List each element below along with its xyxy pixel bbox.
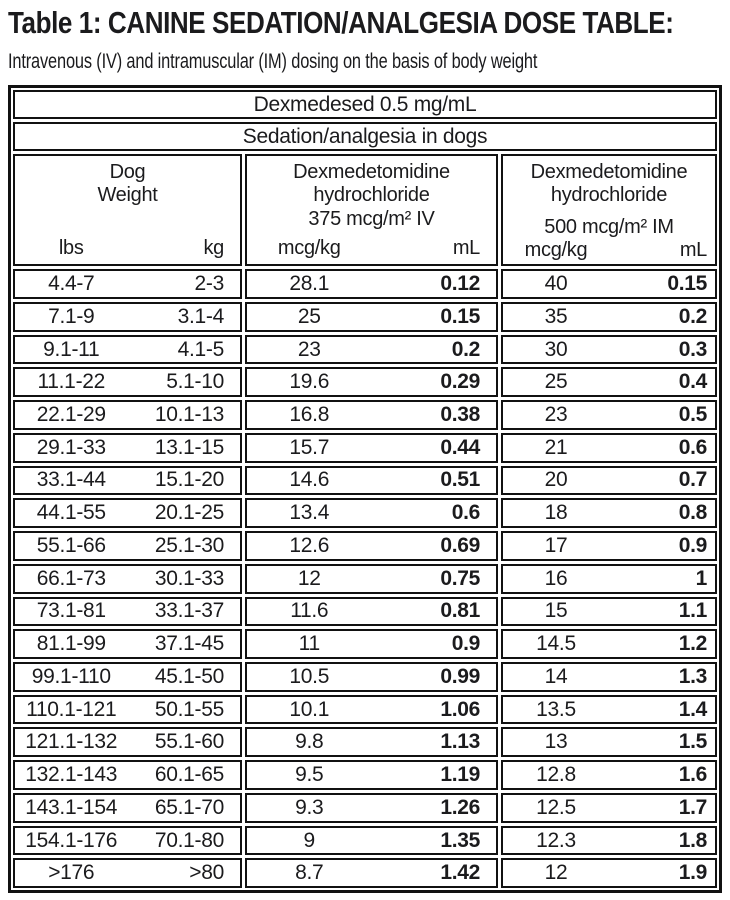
- iv-ml: 0.12: [440, 272, 480, 296]
- row-cell: [13, 695, 242, 725]
- header-units-iv: [247, 237, 496, 264]
- im-ml: 1.6: [678, 763, 707, 787]
- weight-lbs: 143.1-154: [25, 795, 118, 819]
- header-line: Dexmedetomidine: [530, 161, 688, 183]
- row-cell: [245, 466, 498, 496]
- row-cell: [13, 302, 242, 332]
- weight-kg: 65.1-70: [154, 795, 224, 819]
- table-row: [13, 498, 717, 528]
- iv-mcg-per-kg: 12: [297, 566, 321, 590]
- row-cell: [501, 531, 717, 561]
- row-cell: [13, 367, 242, 397]
- im-ml: 1: [695, 566, 707, 590]
- row-cell: [13, 629, 242, 659]
- table-row: [13, 302, 717, 332]
- weight-lbs: 55.1-66: [36, 533, 106, 557]
- iv-mcg-per-kg: 9: [303, 828, 315, 852]
- table-row: [13, 695, 717, 725]
- row-cell: [13, 498, 242, 528]
- row-cell: [501, 498, 717, 528]
- im-mcg-per-kg: 14.5: [536, 632, 576, 656]
- im-ml: 1.4: [678, 697, 707, 721]
- header-line: Weight: [97, 184, 158, 207]
- row-cell: [501, 564, 717, 594]
- weight-lbs: 33.1-44: [36, 468, 106, 492]
- column-header-im-mcgkg: mcg/kg: [524, 239, 588, 262]
- im-mcg-per-kg: 20: [544, 468, 568, 492]
- weight-kg: 20.1-25: [154, 501, 224, 525]
- row-cell: [245, 302, 498, 332]
- im-mcg-per-kg: 12.3: [536, 828, 576, 852]
- im-ml: 0.15: [667, 272, 707, 296]
- iv-ml: 0.81: [440, 599, 480, 623]
- row-cell: [13, 531, 242, 561]
- row-cell: [501, 826, 717, 856]
- weight-kg: 5.1-10: [166, 370, 224, 394]
- im-ml: 1.7: [678, 795, 707, 819]
- im-mcg-per-kg: 13: [544, 730, 568, 754]
- weight-kg: 13.1-15: [154, 435, 224, 459]
- row-cell: [501, 400, 717, 430]
- row-cell: [501, 695, 717, 725]
- row-cell: [501, 597, 717, 627]
- weight-kg: 25.1-30: [154, 533, 224, 557]
- weight-kg: 4.1-5: [177, 337, 224, 361]
- iv-ml: 0.2: [451, 337, 480, 361]
- weight-kg: 70.1-80: [154, 828, 224, 852]
- iv-ml: 0.38: [440, 402, 480, 426]
- table-row: [13, 531, 717, 561]
- row-cell: [501, 858, 717, 888]
- weight-lbs: 4.4-7: [48, 272, 95, 296]
- im-mcg-per-kg: 30: [544, 337, 568, 361]
- iv-mcg-per-kg: 9.8: [295, 730, 324, 754]
- weight-lbs: 81.1-99: [36, 632, 106, 656]
- iv-mcg-per-kg: 15.7: [289, 435, 330, 459]
- table-row: [13, 466, 717, 496]
- column-header-iv-ml: mL: [452, 237, 480, 260]
- row-cell: [13, 433, 242, 463]
- spacer: [15, 208, 240, 237]
- row-cell: [245, 433, 498, 463]
- iv-ml: 1.13: [440, 730, 480, 754]
- weight-lbs: 29.1-33: [36, 435, 106, 459]
- row-cell: [501, 727, 717, 757]
- im-mcg-per-kg: 18: [544, 501, 568, 525]
- im-ml: 0.3: [678, 337, 707, 361]
- header-units-im: [503, 239, 715, 264]
- weight-kg: 55.1-60: [154, 730, 224, 754]
- iv-mcg-per-kg: 11: [298, 632, 320, 656]
- row-cell: [501, 662, 717, 692]
- row-cell: [245, 793, 498, 823]
- weight-kg: 10.1-13: [154, 402, 224, 426]
- table-row: [13, 793, 717, 823]
- row-cell: [13, 597, 242, 627]
- iv-mcg-per-kg: 11.6: [290, 599, 329, 623]
- header-units-weight: [15, 237, 240, 264]
- weight-kg: 45.1-50: [154, 664, 224, 688]
- row-cell: [245, 727, 498, 757]
- im-mcg-per-kg: 12.5: [536, 795, 576, 819]
- iv-mcg-per-kg: 9.3: [295, 795, 324, 819]
- iv-mcg-per-kg: 25: [297, 304, 321, 328]
- im-mcg-per-kg: 15: [544, 599, 568, 623]
- header-dog-weight: [13, 154, 242, 266]
- row-cell: [245, 564, 498, 594]
- weight-kg: 2-3: [194, 272, 224, 296]
- row-cell: [13, 466, 242, 496]
- weight-lbs: 73.1-81: [36, 599, 106, 623]
- table-row: [13, 564, 717, 594]
- header-iv-dose: [245, 154, 498, 266]
- table-header-row: [13, 154, 717, 266]
- im-ml: 0.5: [678, 402, 707, 426]
- im-ml: 1.2: [678, 632, 707, 656]
- table-row: [13, 858, 717, 888]
- row-cell: [245, 629, 498, 659]
- iv-mcg-per-kg: 10.1: [289, 697, 330, 721]
- iv-mcg-per-kg: 23: [297, 337, 321, 361]
- im-mcg-per-kg: 16: [544, 566, 568, 590]
- im-ml: 1.3: [678, 664, 707, 688]
- row-cell: [501, 433, 717, 463]
- row-cell: [501, 629, 717, 659]
- row-cell: [245, 367, 498, 397]
- im-mcg-per-kg: 12: [544, 861, 568, 885]
- row-cell: [501, 302, 717, 332]
- weight-kg: >80: [189, 861, 224, 885]
- table-row: [13, 367, 717, 397]
- row-cell: [13, 760, 242, 790]
- product-banner: Dexmedesed 0.5 mg/mL: [13, 90, 717, 119]
- im-mcg-per-kg: 14: [544, 664, 568, 688]
- iv-ml: 1.26: [440, 795, 480, 819]
- row-cell: [501, 793, 717, 823]
- row-cell: [245, 695, 498, 725]
- im-mcg-per-kg: 12.8: [536, 763, 576, 787]
- row-cell: [245, 269, 498, 299]
- im-ml: 1.9: [678, 861, 707, 885]
- header-im-dose: [501, 154, 717, 266]
- row-cell: [13, 858, 242, 888]
- iv-mcg-per-kg: 14.6: [289, 468, 330, 492]
- iv-mcg-per-kg: 28.1: [289, 272, 330, 296]
- iv-ml: 0.6: [451, 501, 480, 525]
- weight-lbs: 11.1-22: [37, 370, 106, 394]
- im-mcg-per-kg: 21: [544, 435, 568, 459]
- table-row: [13, 760, 717, 790]
- table-row: [13, 662, 717, 692]
- iv-mcg-per-kg: 16.8: [289, 402, 330, 426]
- iv-mcg-per-kg: 8.7: [295, 861, 324, 885]
- iv-ml: 0.44: [440, 435, 480, 459]
- dose-rows: [13, 269, 717, 888]
- weight-lbs: 99.1-110: [31, 664, 111, 688]
- row-cell: [501, 269, 717, 299]
- header-line: 500 mcg/m² IM: [544, 215, 674, 238]
- iv-mcg-per-kg: 9.5: [295, 763, 324, 787]
- row-cell: [245, 335, 498, 365]
- iv-ml: 1.35: [440, 828, 480, 852]
- page-subtitle: Intravenous (IV) and intramuscular (IM) dosing on the basis of body weight: [8, 50, 538, 73]
- weight-lbs: 121.1-132: [25, 730, 118, 754]
- table-row: [13, 269, 717, 299]
- header-line: 375 mcg/m² IV: [308, 207, 435, 230]
- im-ml: 1.8: [678, 828, 707, 852]
- weight-lbs: 22.1-29: [36, 402, 106, 426]
- row-cell: [501, 335, 717, 365]
- weight-lbs: 132.1-143: [25, 763, 118, 787]
- header-line: hydrochloride: [313, 184, 430, 207]
- iv-ml: 0.51: [440, 468, 480, 492]
- im-mcg-per-kg: 17: [544, 533, 568, 557]
- header-line: Dog: [109, 161, 146, 183]
- im-ml: 0.7: [678, 468, 707, 492]
- weight-lbs: 154.1-176: [25, 828, 118, 852]
- im-ml: 0.8: [678, 501, 707, 525]
- column-header-im-ml: mL: [679, 239, 707, 262]
- row-cell: [13, 826, 242, 856]
- row-cell: [501, 466, 717, 496]
- table-row: [13, 727, 717, 757]
- iv-ml: 1.19: [440, 763, 480, 787]
- weight-lbs: 66.1-73: [36, 566, 106, 590]
- row-cell: [245, 662, 498, 692]
- table-row: [13, 433, 717, 463]
- table-row: [13, 826, 717, 856]
- row-cell: [245, 597, 498, 627]
- weight-kg: 50.1-55: [154, 697, 224, 721]
- im-mcg-per-kg: 13.5: [536, 697, 576, 721]
- iv-ml: 1.42: [440, 861, 480, 885]
- header-im-dose-title: [503, 156, 715, 239]
- row-cell: [245, 531, 498, 561]
- im-mcg-per-kg: 25: [544, 370, 568, 394]
- im-ml: 0.4: [678, 370, 707, 394]
- table-row: [13, 400, 717, 430]
- header-line: hydrochloride: [550, 184, 668, 207]
- row-cell: [13, 793, 242, 823]
- table-row: [13, 629, 717, 659]
- im-ml: 0.2: [678, 304, 707, 328]
- iv-mcg-per-kg: 12.6: [289, 533, 330, 557]
- row-cell: [245, 826, 498, 856]
- im-ml: 1.5: [678, 730, 707, 754]
- iv-ml: 1.06: [440, 697, 480, 721]
- row-cell: [501, 367, 717, 397]
- column-header-lbs: lbs: [58, 237, 84, 260]
- weight-lbs: 9.1-11: [43, 337, 100, 361]
- im-mcg-per-kg: 35: [544, 304, 568, 328]
- header-line: Dexmedetomidine: [293, 161, 450, 183]
- iv-mcg-per-kg: 19.6: [289, 370, 330, 394]
- indication-banner: Sedation/analgesia in dogs: [13, 122, 717, 151]
- dose-table: [8, 85, 722, 893]
- iv-ml: 0.99: [440, 664, 480, 688]
- iv-mcg-per-kg: 10.5: [289, 664, 330, 688]
- page-title: Table 1: CANINE SEDATION/ANALGESIA DOSE TABLE:: [8, 5, 674, 40]
- iv-mcg-per-kg: 13.4: [289, 501, 330, 525]
- weight-kg: 3.1-4: [177, 304, 224, 328]
- im-mcg-per-kg: 40: [544, 272, 568, 296]
- iv-ml: 0.69: [440, 533, 480, 557]
- header-dog-weight-title: [15, 156, 240, 208]
- weight-lbs: 110.1-121: [26, 697, 117, 721]
- weight-kg: 30.1-33: [154, 566, 224, 590]
- im-ml: 0.6: [678, 435, 707, 459]
- row-cell: [13, 269, 242, 299]
- weight-kg: 37.1-45: [154, 632, 224, 656]
- table-row: [13, 335, 717, 365]
- row-cell: [245, 760, 498, 790]
- weight-lbs: >176: [48, 861, 95, 885]
- table-row: [13, 597, 717, 627]
- im-ml: 1.1: [678, 599, 707, 623]
- weight-lbs: 44.1-55: [36, 501, 106, 525]
- weight-kg: 15.1-20: [154, 468, 224, 492]
- row-cell: [13, 727, 242, 757]
- header-iv-dose-title: [247, 156, 496, 231]
- weight-lbs: 7.1-9: [48, 304, 95, 328]
- iv-ml: 0.75: [440, 566, 480, 590]
- im-ml: 0.9: [678, 533, 707, 557]
- weight-kg: 60.1-65: [154, 763, 224, 787]
- iv-ml: 0.9: [451, 632, 480, 656]
- iv-ml: 0.29: [440, 370, 480, 394]
- row-cell: [13, 564, 242, 594]
- row-cell: [245, 400, 498, 430]
- iv-ml: 0.15: [440, 304, 480, 328]
- row-cell: [245, 858, 498, 888]
- row-cell: [245, 498, 498, 528]
- row-cell: [13, 400, 242, 430]
- im-mcg-per-kg: 23: [544, 402, 568, 426]
- row-cell: [13, 335, 242, 365]
- column-header-iv-mcgkg: mcg/kg: [277, 237, 341, 260]
- column-header-kg: kg: [203, 237, 224, 260]
- row-cell: [501, 760, 717, 790]
- row-cell: [13, 662, 242, 692]
- weight-kg: 33.1-37: [154, 599, 224, 623]
